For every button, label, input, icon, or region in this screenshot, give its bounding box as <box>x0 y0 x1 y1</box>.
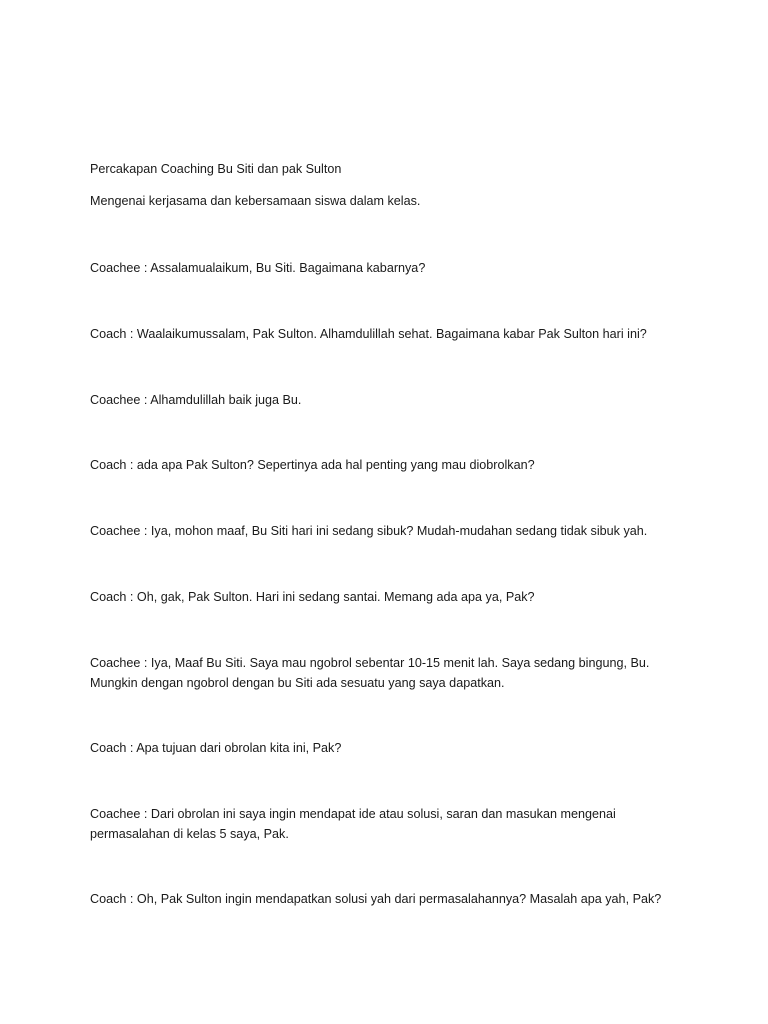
dialogue-line: Coach : Oh, gak, Pak Sulton. Hari ini sedang santai. Memang ada apa ya, Pak? <box>90 590 535 604</box>
dialogue-line: Coach : Oh, Pak Sulton ingin mendapatkan solusi yah dari permasalahannya? Masalah apa yah, Pak? <box>90 892 662 906</box>
dialogue-line: permasalahan di kelas 5 saya, Pak. <box>90 827 289 841</box>
dialogue-line: Coachee : Alhamdulillah baik juga Bu. <box>90 393 302 407</box>
dialogue-line: Coach : ada apa Pak Sulton? Sepertinya ada hal penting yang mau diobrolkan? <box>90 458 535 472</box>
dialogue-line: Coach : Waalaikumussalam, Pak Sulton. Alhamdulillah sehat. Bagaimana kabar Pak Sulton hari ini? <box>90 327 647 341</box>
dialogue-paragraph <box>90 804 690 844</box>
dialogue-paragraph <box>90 653 690 693</box>
dialogue-line: Mungkin dengan ngobrol dengan bu Siti ada sesuatu yang saya dapatkan. <box>90 676 505 690</box>
dialogue-line: Coachee : Dari obrolan ini saya ingin mendapat ide atau solusi, saran dan masukan mengenai <box>90 807 616 821</box>
dialogue-line: Coachee : Iya, mohon maaf, Bu Siti hari ini sedang sibuk? Mudah-mudahan sedang tidak sibuk yah. <box>90 524 648 538</box>
dialogue-line: Coachee : Assalamualaikum, Bu Siti. Bagaimana kabarnya? <box>90 261 426 275</box>
dialogue-line: Coach : Apa tujuan dari obrolan kita ini, Pak? <box>90 741 342 755</box>
document-title: Percakapan Coaching Bu Siti dan pak Sulton <box>90 162 342 176</box>
document-subtitle: Mengenai kerjasama dan kebersamaan siswa dalam kelas. <box>90 194 421 208</box>
dialogue-line: Coachee : Iya, Maaf Bu Siti. Saya mau ngobrol sebentar 10-15 menit lah. Saya sedang bingung, Bu. <box>90 656 650 670</box>
